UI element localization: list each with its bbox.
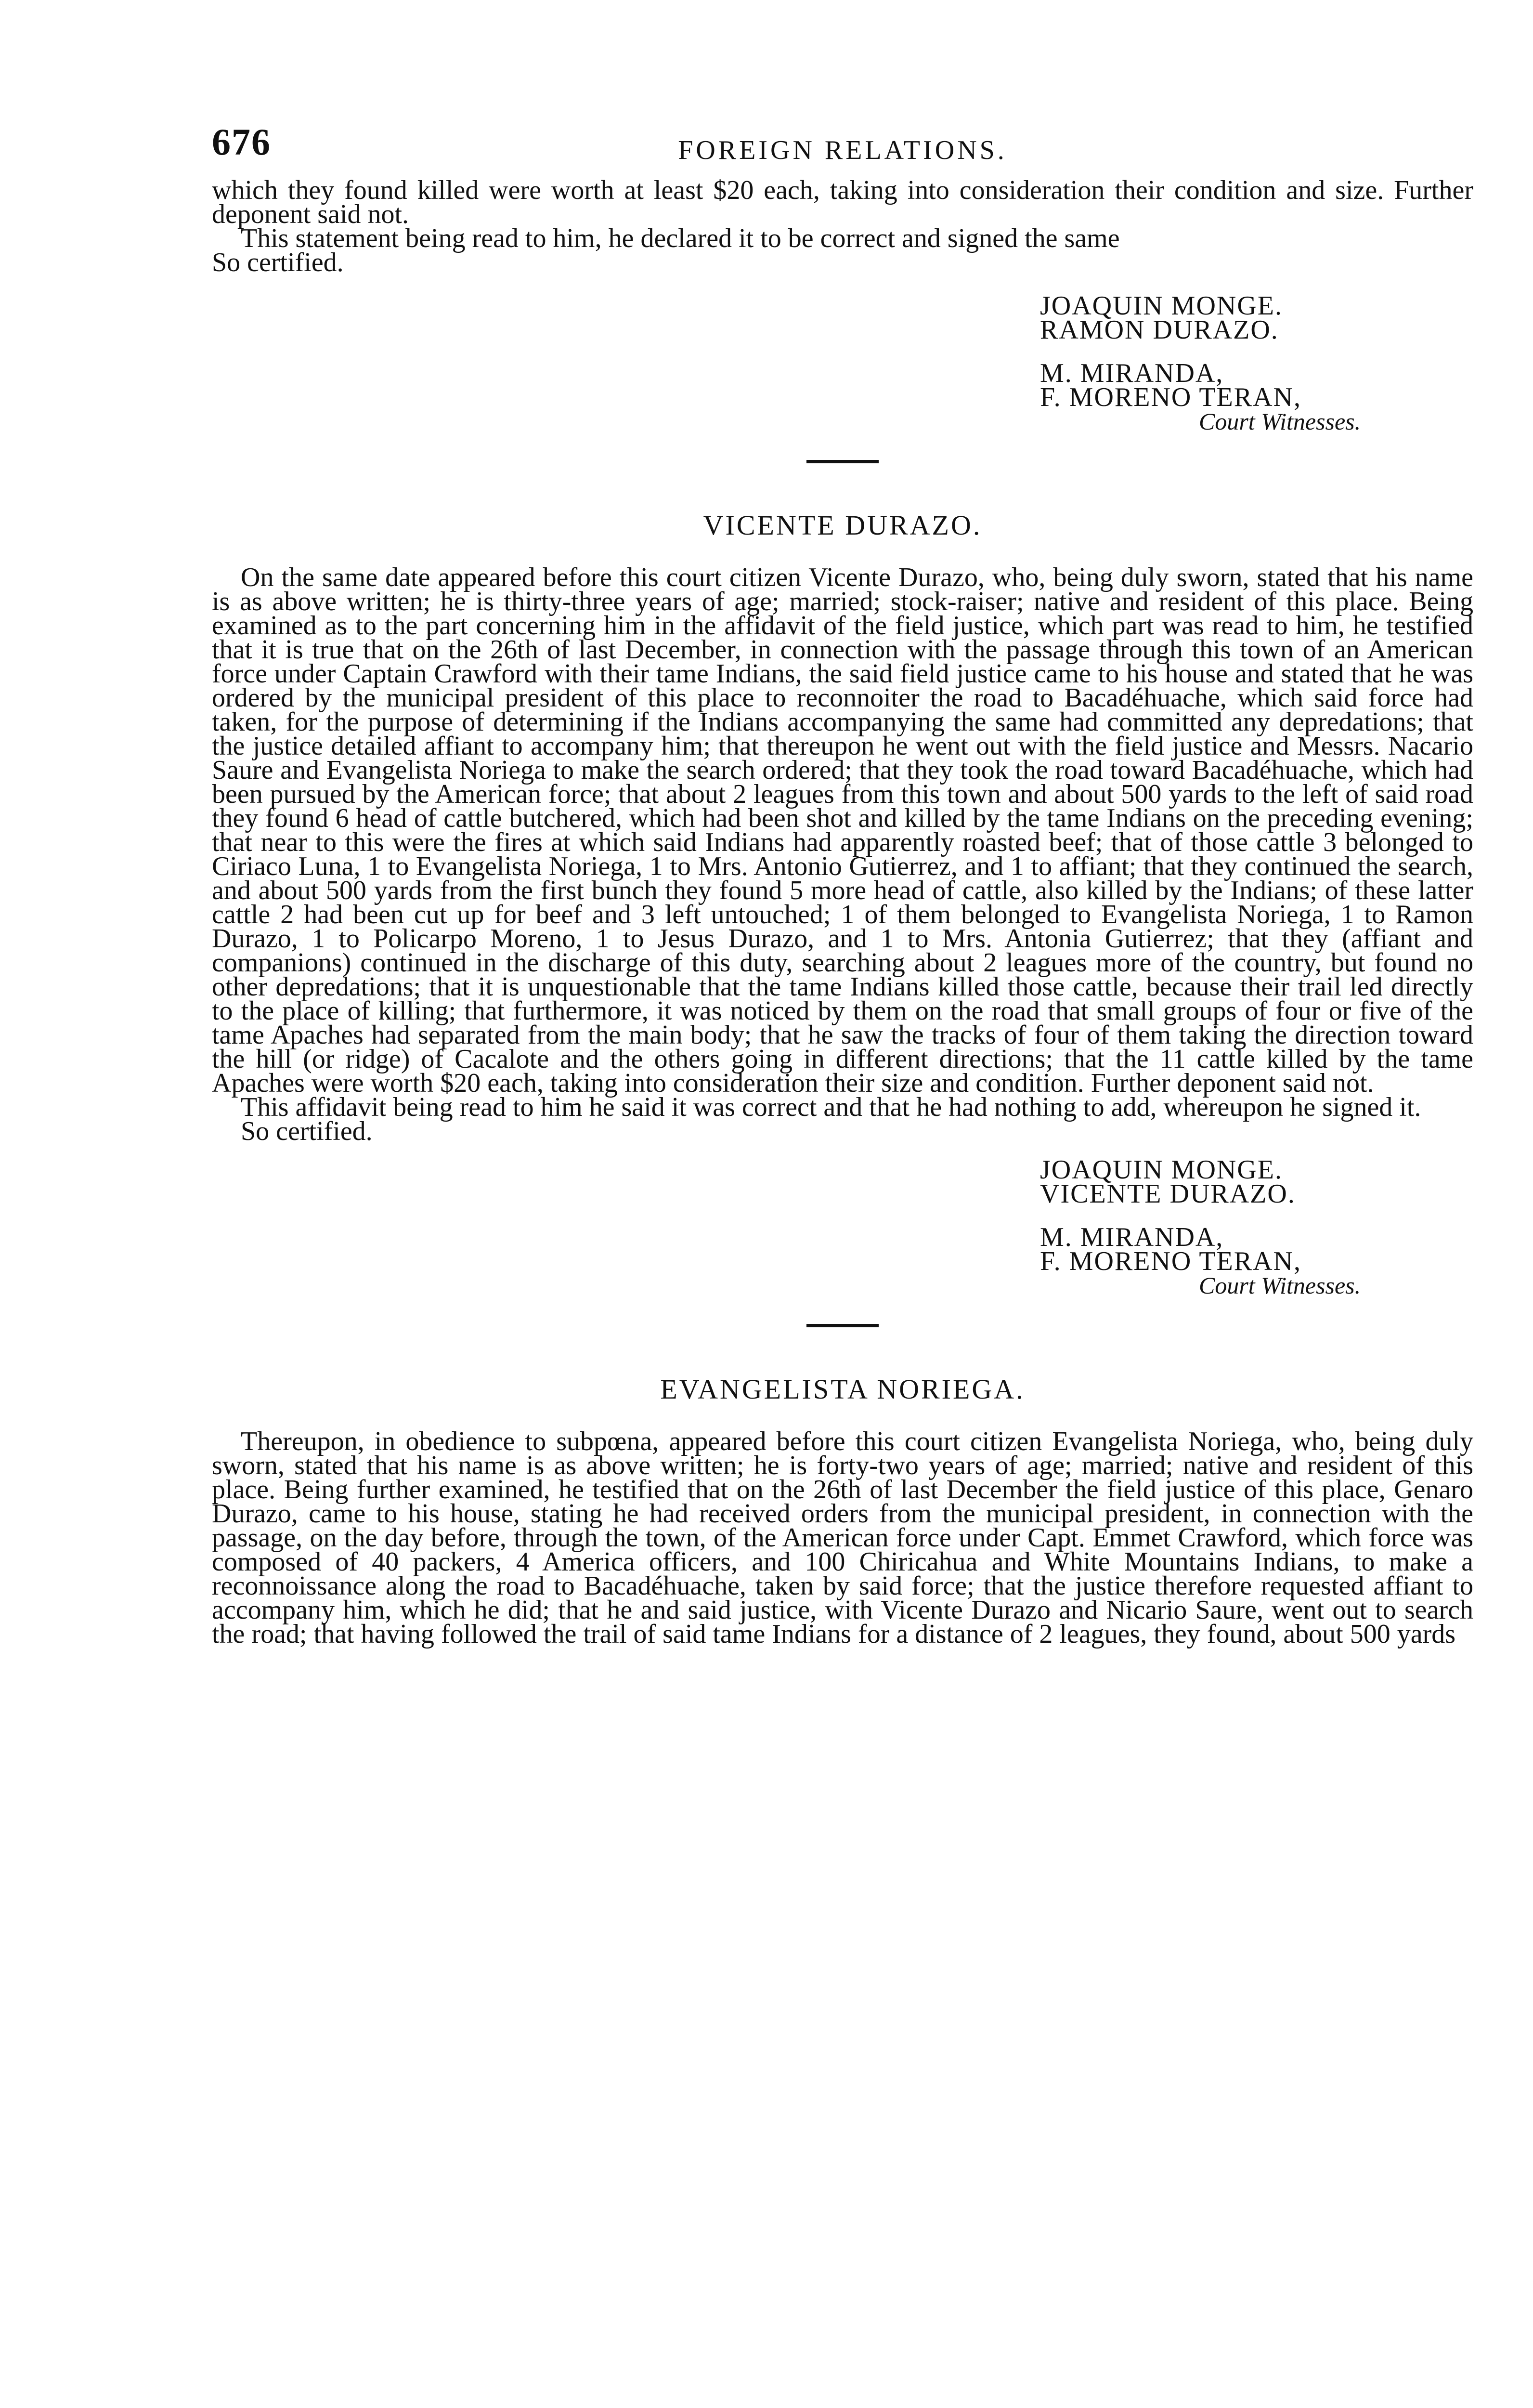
section-divider [806, 460, 879, 463]
section-heading: VICENTE DURAZO. [703, 510, 982, 541]
signature-block [1040, 1155, 1473, 1299]
continuation-paragraph: which they found killed were worth at least $20 each, taking into consideration their condition and size. Further deponent said not. [212, 175, 1473, 229]
certified-line: So certified. [241, 1116, 373, 1146]
signature: RAMON DURAZO. [1040, 315, 1279, 345]
testimony-paragraph: On the same date appeared before this court citizen Vicente Durazo, who, being duly sworn, stated that his name is as above written; he is thirty-three years of age; married; stock-raiser; native and resident of this place. Being examined as to the part concerning him in the affidavit of the field justice, which part was read to him, he testified that it is true that on the 26th of last December, in connection with the passage through this town of an American force under Captain Crawford with their tame Indians, the said field justice came to his house and stated that he was ordered by the municipal president of this place to reconnoiter the road to Bacadéhuache, which said force had taken, for the purpose of determining if the Indians accompanying the same had committed any depredations; that the justice detailed affiant to accompany him; that thereupon he went out with the field justice and Messrs. Nacario Saure and Evangelista Noriega to make the search ordered; that they took the road toward Bacadéhuache, which had been pursued by the American force; that about 2 leagues from this town and about 500 yards to the left of said road they found 6 head of cattle butchered, which had been shot and killed by the tame Indians on the preceding evening; that near to this were the fires at which said Indians had apparently roasted beef; that of those cattle 3 belonged to Ciriaco Luna, 1 to Evangelista Noriega, 1 to Mrs. Antonio Gutierrez, and 1 to affiant; that they continued the search, and about 500 yards from the first bunch they found 5 more head of cattle, also killed by the Indians; of these latter cattle 2 had been cut up for beef and 3 left untouched; 1 of them belonged to Evangelista Noriega, 1 to Ramon Durazo, 1 to Policarpo Moreno, 1 to Jesus Durazo, and 1 to Mrs. Antonia Gutierrez; that they (affiant and companions) continued in the discharge of this duty, searching about 2 leagues more of the country, but found no other depredations; that it is unquestionable that the tame Indians killed those cattle, because their trail led directly to the place of killing; that furthermore, it was noticed by them on the road that small groups of four or five of the tame Apaches had separated from the main body; that he saw the tracks of four of them taking the direction toward the hill (or ridge) of Cacalote and the others going in different directions; that the 11 cattle killed by the tame Apaches were worth $20 each, taking into consideration their size and condition. Further deponent said not. [212, 563, 1473, 1098]
running-head: FOREIGN RELATIONS. [678, 135, 1007, 165]
witness-name: M. MIRANDA, [1040, 1222, 1224, 1252]
court-witnesses-label: Court Witnesses. [1199, 1272, 1361, 1299]
signature: JOAQUIN MONGE. [1040, 1155, 1283, 1185]
page-header [212, 120, 1473, 178]
page-number: 676 [212, 121, 271, 163]
statement-line: This statement being read to him, he declared it to be correct and signed the same [241, 223, 1120, 253]
document-page [212, 120, 1473, 1649]
witness-name: M. MIRANDA, [1040, 358, 1224, 388]
section-divider [806, 1324, 879, 1327]
signature: JOAQUIN MONGE. [1040, 291, 1283, 321]
testimony-paragraph: Thereupon, in obedience to subpœna, appeared before this court citizen Evangelista Noriega, who, being duly sworn, stated that his name is as above written; he is forty-two years of age; married; native and resident of this place. Being further examined, he testified that on the 26th of last December the field justice of this place, Genaro Durazo, came to his house, stating he had received orders from the municipal president, in connection with the passage, on the day before, through the town, of the American force under Capt. Emmet Crawford, which force was composed of 40 packers, 4 America officers, and 100 Chiricahua and White Mountains Indians, to make a reconnoissance along the road to Bacadéhuache, taken by said force; that the justice therefore requested affiant to accompany him, which he did; that he and said justice, with Vicente Durazo and Nicario Saure, went out to search the road; that having followed the trail of said tame Indians for a distance of 2 leagues, they found, about 500 yards [212, 1426, 1473, 1649]
section-heading: EVANGELISTA NORIEGA. [660, 1374, 1025, 1405]
witness-name: F. MORENO TERAN, [1040, 1246, 1301, 1276]
certified-line: So certified. [212, 248, 344, 277]
witness-name: F. MORENO TERAN, [1040, 382, 1301, 412]
signature: VICENTE DURAZO. [1040, 1179, 1296, 1209]
affidavit-read-line: This affidavit being read to him he said it was correct and that he had nothing to add, whereupon he signed it. [241, 1092, 1421, 1122]
signature-block [1040, 291, 1473, 435]
court-witnesses-label: Court Witnesses. [1199, 408, 1361, 435]
